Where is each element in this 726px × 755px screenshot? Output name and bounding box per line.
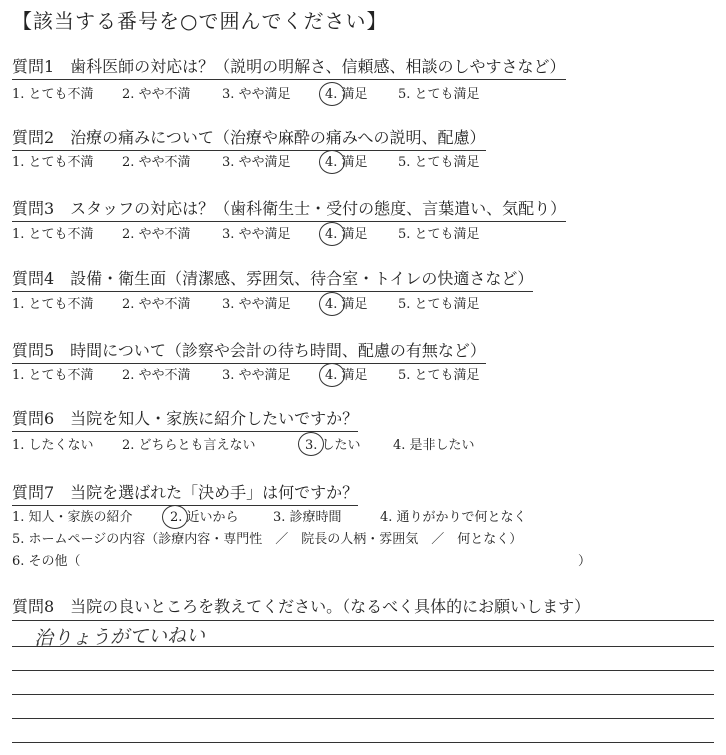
q7-option-2[interactable]: 2. 近いから bbox=[170, 510, 239, 525]
q2-option-4[interactable]: 4. 満足 bbox=[325, 155, 368, 170]
q5-option-1[interactable]: 1. とても不満 bbox=[12, 368, 94, 383]
answer-line bbox=[12, 620, 714, 621]
q5-option-4[interactable]: 4. 満足 bbox=[325, 368, 368, 383]
answer-line bbox=[12, 670, 714, 671]
q5-option-2[interactable]: 2. やや不満 bbox=[122, 368, 191, 383]
answer-line bbox=[12, 694, 714, 695]
handwritten-answer[interactable]: 治りょうがていねい bbox=[33, 624, 206, 650]
q2-selection-circle bbox=[319, 150, 345, 174]
question-4-label: 質問4 設備・衛生面（清潔感、雰囲気、待合室・トイレの快適さなど） bbox=[12, 269, 533, 292]
q6-option-3[interactable]: 3. したい bbox=[305, 438, 361, 453]
q4-option-2[interactable]: 2. やや不満 bbox=[122, 297, 191, 312]
q7-option-3[interactable]: 3. 診療時間 bbox=[273, 510, 342, 525]
q7-option-5[interactable]: 5. ホームページの内容（診療内容・専門性 ／ 院長の人柄・雰囲気 ／ 何となく） bbox=[12, 532, 523, 547]
question-1-label: 質問1 歯科医師の対応は？（説明の明解さ、信頼感、相談のしやすさなど） bbox=[12, 57, 566, 80]
q1-selection-circle bbox=[319, 82, 345, 106]
q6-option-2[interactable]: 2. どちらとも言えない bbox=[122, 438, 256, 453]
page-title: 【該当する番号を○で囲んでください】 bbox=[12, 9, 388, 33]
q1-option-5[interactable]: 5. とても満足 bbox=[398, 87, 480, 102]
q4-option-5[interactable]: 5. とても満足 bbox=[398, 297, 480, 312]
q2-option-5[interactable]: 5. とても満足 bbox=[398, 155, 480, 170]
q5-option-3[interactable]: 3. やや満足 bbox=[222, 368, 291, 383]
q3-option-3[interactable]: 3. やや満足 bbox=[222, 227, 291, 242]
q5-selection-circle bbox=[319, 363, 345, 387]
q6-option-1[interactable]: 1. したくない bbox=[12, 438, 94, 453]
q1-option-4[interactable]: 4. 満足 bbox=[325, 87, 368, 102]
question-5-label: 質問5 時間について（診察や会計の待ち時間、配慮の有無など） bbox=[12, 341, 486, 364]
q1-option-3[interactable]: 3. やや満足 bbox=[222, 87, 291, 102]
question-3-label: 質問3 スタッフの対応は？（歯科衛生士・受付の態度、言葉遣い、気配り） bbox=[12, 199, 566, 222]
question-2-label: 質問2 治療の痛みについて（治療や麻酔の痛みへの説明、配慮） bbox=[12, 128, 486, 151]
q3-selection-circle bbox=[319, 222, 345, 246]
q1-option-1[interactable]: 1. とても不満 bbox=[12, 87, 94, 102]
q3-option-4[interactable]: 4. 満足 bbox=[325, 227, 368, 242]
q6-selection-circle bbox=[298, 432, 324, 456]
answer-line bbox=[12, 646, 714, 647]
q4-option-4[interactable]: 4. 満足 bbox=[325, 297, 368, 312]
q4-option-1[interactable]: 1. とても不満 bbox=[12, 297, 94, 312]
q7-option-1[interactable]: 1. 知人・家族の紹介 bbox=[12, 510, 133, 525]
q4-option-3[interactable]: 3. やや満足 bbox=[222, 297, 291, 312]
question-7-label: 質問7 当院を選ばれた「決め手」は何ですか？ bbox=[12, 483, 358, 506]
q6-option-4[interactable]: 4. 是非したい bbox=[393, 438, 475, 453]
q7-selection-circle bbox=[162, 505, 188, 529]
q7-option-6[interactable]: 6. その他（ bbox=[12, 554, 81, 569]
q1-option-2[interactable]: 2. やや不満 bbox=[122, 87, 191, 102]
question-8-label: 質問8 当院の良いところを教えてください。（なるべく具体的にお願いします） bbox=[12, 597, 591, 616]
q5-option-5[interactable]: 5. とても満足 bbox=[398, 368, 480, 383]
answer-line bbox=[12, 718, 714, 719]
q7-option-4[interactable]: 4. 通りがかりで何となく bbox=[380, 510, 527, 525]
q7-option-6-close: ） bbox=[578, 554, 592, 569]
q3-option-2[interactable]: 2. やや不満 bbox=[122, 227, 191, 242]
q3-option-5[interactable]: 5. とても満足 bbox=[398, 227, 480, 242]
q2-option-2[interactable]: 2. やや不満 bbox=[122, 155, 191, 170]
q2-option-3[interactable]: 3. やや満足 bbox=[222, 155, 291, 170]
q2-option-1[interactable]: 1. とても不満 bbox=[12, 155, 94, 170]
q4-selection-circle bbox=[319, 292, 345, 316]
question-6-label: 質問6 当院を知人・家族に紹介したいですか？ bbox=[12, 409, 358, 432]
answer-line bbox=[12, 742, 714, 743]
q3-option-1[interactable]: 1. とても不満 bbox=[12, 227, 94, 242]
